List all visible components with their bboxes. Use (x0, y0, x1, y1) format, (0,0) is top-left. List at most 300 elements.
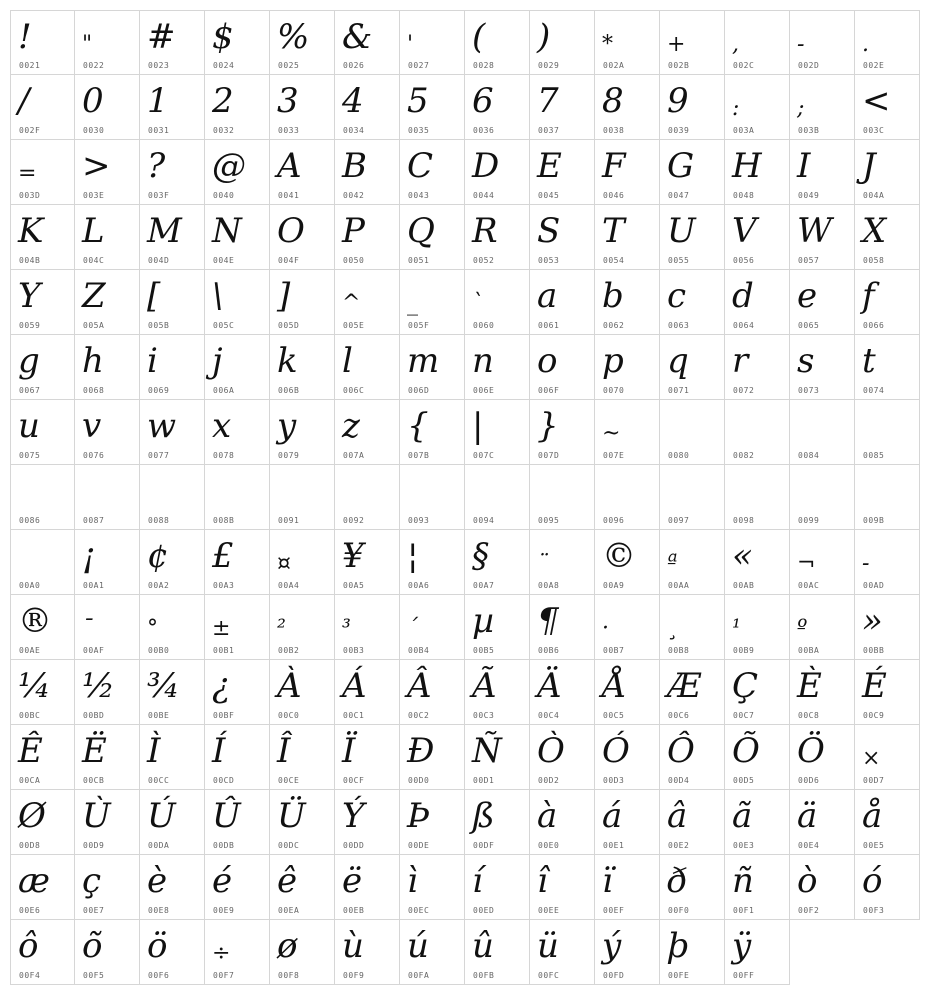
glyph-cell (270, 465, 335, 530)
glyph-cell (10, 660, 75, 725)
glyph-sample: ü (537, 926, 559, 966)
glyph-sample: @ (212, 146, 246, 186)
glyph-cell (75, 140, 140, 205)
glyph-code-label: 005A (83, 321, 105, 330)
glyph-cell (530, 270, 595, 335)
glyph-sample: à (537, 796, 558, 836)
glyph-sample: Û (212, 796, 241, 836)
glyph-cell (75, 660, 140, 725)
glyph-cell (855, 10, 920, 75)
glyph-sample: £ (212, 536, 234, 576)
glyph-sample: ¡ (82, 536, 96, 576)
glyph-code-label: 00F1 (733, 906, 755, 915)
glyph-sample: ¬ (797, 551, 816, 576)
glyph-code-label: 0022 (83, 61, 105, 70)
glyph-code-label: 00C8 (798, 711, 820, 720)
glyph-cell (465, 400, 530, 465)
glyph-sample: æ (18, 861, 50, 901)
glyph-cell (400, 855, 465, 920)
glyph-cell (270, 205, 335, 270)
glyph-cell (205, 400, 270, 465)
glyph-code-label: 00F9 (343, 971, 365, 980)
glyph-cell (10, 10, 75, 75)
glyph-cell (205, 855, 270, 920)
glyph-sample: \ (212, 276, 224, 316)
glyph-cell (725, 75, 790, 140)
glyph-cell (660, 205, 725, 270)
glyph-sample: / (18, 81, 30, 121)
glyph-code-label: 00AC (798, 581, 820, 590)
glyph-sample: Ï (342, 731, 356, 771)
glyph-code-label: 00A8 (538, 581, 560, 590)
glyph-cell (725, 140, 790, 205)
glyph-sample: 5 (407, 81, 429, 121)
glyph-sample: û (472, 926, 494, 966)
glyph-sample: 8 (602, 81, 624, 121)
glyph-code-label: 00DA (148, 841, 170, 850)
glyph-cell (75, 725, 140, 790)
glyph-cell (270, 75, 335, 140)
glyph-cell (790, 400, 855, 465)
glyph-sample: Ë (82, 731, 107, 771)
glyph-code-label: 00FE (668, 971, 690, 980)
glyph-cell (335, 920, 400, 985)
glyph-code-label: 00E9 (213, 906, 235, 915)
glyph-code-label: 00EC (408, 906, 430, 915)
glyph-cell (400, 530, 465, 595)
glyph-code-label: 0060 (473, 321, 495, 330)
glyph-sample: - (797, 32, 805, 57)
glyph-code-label: 0065 (798, 321, 820, 330)
glyph-sample: ÿ (732, 926, 752, 966)
glyph-code-label: 00FB (473, 971, 495, 980)
glyph-code-label: 0087 (83, 516, 105, 525)
glyph-cell (725, 855, 790, 920)
glyph-cell (465, 530, 530, 595)
glyph-cell (205, 140, 270, 205)
glyph-code-label: 00DC (278, 841, 300, 850)
glyph-sample: = (18, 161, 37, 186)
glyph-cell (10, 335, 75, 400)
glyph-code-label: 0086 (19, 516, 41, 525)
glyph-cell (335, 790, 400, 855)
glyph-cell (790, 335, 855, 400)
glyph-cell (725, 205, 790, 270)
glyph-sample: i (147, 341, 158, 381)
glyph-sample: î (537, 861, 548, 901)
glyph-code-label: 0026 (343, 61, 365, 70)
glyph-cell (335, 855, 400, 920)
glyph-code-label: 00D8 (19, 841, 41, 850)
glyph-code-label: 00BE (148, 711, 170, 720)
glyph-cell (335, 530, 400, 595)
glyph-code-label: 00A1 (83, 581, 105, 590)
glyph-code-label: 00AA (668, 581, 690, 590)
glyph-code-label: 00D2 (538, 776, 560, 785)
glyph-cell (660, 400, 725, 465)
glyph-cell (75, 530, 140, 595)
glyph-code-label: 0099 (798, 516, 820, 525)
glyph-cell (660, 75, 725, 140)
glyph-sample: ' (407, 32, 414, 57)
glyph-code-label: 00A5 (343, 581, 365, 590)
glyph-cell (595, 75, 660, 140)
glyph-code-label: 00D0 (408, 776, 430, 785)
glyph-code-label: 00A4 (278, 581, 300, 590)
glyph-sample: ä (797, 796, 818, 836)
glyph-cell (10, 270, 75, 335)
glyph-code-label: 00DE (408, 841, 430, 850)
glyph-code-label: 0068 (83, 386, 105, 395)
glyph-cell (465, 140, 530, 205)
glyph-code-label: 0045 (538, 191, 560, 200)
glyph-code-label: 0037 (538, 126, 560, 135)
glyph-code-label: 004D (148, 256, 170, 265)
glyph-code-label: 00CC (148, 776, 170, 785)
glyph-code-label: 0024 (213, 61, 235, 70)
glyph-cell (140, 335, 205, 400)
glyph-code-label: 007C (473, 451, 495, 460)
glyph-cell (855, 595, 920, 660)
glyph-code-label: 00E2 (668, 841, 690, 850)
glyph-sample: u (18, 406, 40, 446)
glyph-sample: : (732, 96, 740, 121)
glyph-sample: U (667, 211, 696, 251)
glyph-sample: ¥ (342, 536, 364, 576)
glyph-code-label: 00AD (863, 581, 885, 590)
glyph-cell (465, 75, 530, 140)
glyph-cell (530, 335, 595, 400)
glyph-sample: L (82, 211, 105, 251)
glyph-cell (725, 595, 790, 660)
glyph-sample: a (537, 276, 558, 316)
glyph-code-label: 00CB (83, 776, 105, 785)
glyph-sample: ( (472, 17, 486, 57)
glyph-sample: å (862, 796, 883, 836)
glyph-cell (595, 595, 660, 660)
glyph-code-label: 00A2 (148, 581, 170, 590)
glyph-code-label: 0049 (798, 191, 820, 200)
glyph-sample: G (667, 146, 695, 186)
glyph-cell (595, 465, 660, 530)
glyph-cell (75, 335, 140, 400)
glyph-code-label: 00A7 (473, 581, 495, 590)
glyph-code-label: 0021 (19, 61, 41, 70)
glyph-code-label: 006C (343, 386, 365, 395)
glyph-sample: ½ (82, 666, 115, 706)
glyph-cell (790, 855, 855, 920)
glyph-sample: z (342, 406, 360, 446)
glyph-sample: í (472, 861, 483, 901)
glyph-code-label: 0071 (668, 386, 690, 395)
glyph-cell (335, 400, 400, 465)
glyph-sample: Ñ (472, 731, 502, 771)
glyph-code-label: 006A (213, 386, 235, 395)
glyph-sample: Á (342, 666, 367, 706)
glyph-cell (530, 530, 595, 595)
glyph-code-label: 003E (83, 191, 105, 200)
glyph-sample: ð (667, 861, 688, 901)
glyph-sample: Î (277, 731, 291, 771)
glyph-code-label: 002C (733, 61, 755, 70)
glyph-cell (855, 465, 920, 530)
glyph-code-label: 00D9 (83, 841, 105, 850)
glyph-sample: ² (277, 616, 286, 641)
glyph-code-label: 00A9 (603, 581, 625, 590)
glyph-sample: k (277, 341, 298, 381)
glyph-code-label: 003A (733, 126, 755, 135)
glyph-code-label: 00B5 (473, 646, 495, 655)
glyph-sample: À (277, 666, 302, 706)
glyph-code-label: 006E (473, 386, 495, 395)
glyph-code-label: 0055 (668, 256, 690, 265)
glyph-cell (790, 75, 855, 140)
glyph-cell (400, 790, 465, 855)
glyph-cell (530, 465, 595, 530)
glyph-sample: É (862, 666, 887, 706)
glyph-sample: ¹ (732, 616, 741, 641)
glyph-code-label: 00E0 (538, 841, 560, 850)
glyph-cell (530, 595, 595, 660)
glyph-code-label: 0046 (603, 191, 625, 200)
glyph-cell (10, 790, 75, 855)
glyph-sample: O (277, 211, 305, 251)
glyph-cell (790, 465, 855, 530)
glyph-cell (10, 400, 75, 465)
glyph-sample: ] (277, 276, 291, 316)
glyph-sample: Ã (472, 666, 497, 706)
glyph-sample: ¾ (147, 666, 180, 706)
glyph-sample: Ù (82, 796, 111, 836)
glyph-code-label: 0035 (408, 126, 430, 135)
glyph-cell (205, 270, 270, 335)
glyph-code-label: 00EB (343, 906, 365, 915)
glyph-code-label: 00C0 (278, 711, 300, 720)
glyph-code-label: 007D (538, 451, 560, 460)
glyph-code-label: 0093 (408, 516, 430, 525)
glyph-code-label: 0042 (343, 191, 365, 200)
glyph-sample: ; (797, 96, 805, 121)
glyph-sample: 3 (277, 81, 299, 121)
glyph-sample: + (667, 32, 686, 57)
glyph-cell (660, 725, 725, 790)
glyph-sample: Ò (537, 731, 565, 771)
glyph-cell (465, 335, 530, 400)
glyph-code-label: 00B1 (213, 646, 235, 655)
glyph-cell (465, 205, 530, 270)
glyph-sample: ñ (732, 861, 754, 901)
glyph-code-label: 00BB (863, 646, 885, 655)
glyph-sample: ¿ (212, 666, 231, 706)
glyph-code-label: 00C4 (538, 711, 560, 720)
glyph-sample: F (602, 146, 626, 186)
glyph-cell (400, 465, 465, 530)
glyph-sample: § (472, 536, 489, 576)
glyph-cell (660, 660, 725, 725)
glyph-cell (270, 270, 335, 335)
glyph-cell (400, 205, 465, 270)
glyph-code-label: 00C7 (733, 711, 755, 720)
glyph-code-label: 0030 (83, 126, 105, 135)
glyph-code-label: 00BD (83, 711, 105, 720)
glyph-sample: # (147, 17, 176, 57)
glyph-sample: n (472, 341, 494, 381)
glyph-sample: 2 (212, 81, 234, 121)
glyph-sample: µ (472, 601, 495, 641)
glyph-sample: 4 (342, 81, 364, 121)
glyph-sample: R (472, 211, 498, 251)
glyph-sample: º (797, 616, 808, 641)
glyph-cell (855, 530, 920, 595)
glyph-cell (140, 75, 205, 140)
glyph-cell (400, 270, 465, 335)
glyph-code-label: 0091 (278, 516, 300, 525)
glyph-cell (400, 725, 465, 790)
glyph-code-label: 002F (19, 126, 41, 135)
glyph-sample: E (537, 146, 562, 186)
glyph-code-label: 00B9 (733, 646, 755, 655)
glyph-cell (595, 140, 660, 205)
glyph-code-label: 00E1 (603, 841, 625, 850)
glyph-cell (75, 855, 140, 920)
glyph-code-label: 00B3 (343, 646, 365, 655)
glyph-code-label: 007B (408, 451, 430, 460)
glyph-cell (725, 725, 790, 790)
glyph-sample: Í (212, 731, 226, 771)
glyph-code-label: 00E8 (148, 906, 170, 915)
glyph-sample: < (862, 81, 891, 121)
glyph-sample: ´ (407, 616, 418, 641)
glyph-code-label: 00DF (473, 841, 495, 850)
glyph-code-label: 00D4 (668, 776, 690, 785)
glyph-cell (660, 335, 725, 400)
glyph-cell (595, 530, 660, 595)
glyph-code-label: 002D (798, 61, 820, 70)
glyph-code-label: 004F (278, 256, 300, 265)
glyph-code-label: 0048 (733, 191, 755, 200)
glyph-cell (140, 725, 205, 790)
glyph-sample: b (602, 276, 624, 316)
glyph-cell (205, 725, 270, 790)
glyph-code-label: 007E (603, 451, 625, 460)
glyph-sample: q (667, 341, 689, 381)
glyph-cell (400, 335, 465, 400)
glyph-cell (465, 465, 530, 530)
glyph-sample: ø (277, 926, 298, 966)
glyph-sample: % (277, 17, 310, 57)
glyph-cell (10, 855, 75, 920)
glyph-sample: ï (602, 861, 613, 901)
glyph-code-label: 00D6 (798, 776, 820, 785)
glyph-code-label: 00ED (473, 906, 495, 915)
glyph-cell (660, 140, 725, 205)
glyph-sample: Ü (277, 796, 306, 836)
glyph-code-label: 0076 (83, 451, 105, 460)
glyph-sample: ¦ (407, 536, 419, 576)
glyph-sample: I (797, 146, 811, 186)
glyph-code-label: 0066 (863, 321, 885, 330)
glyph-sample: j (212, 341, 223, 381)
glyph-code-label: 0085 (863, 451, 885, 460)
glyph-cell (530, 790, 595, 855)
glyph-sample: [ (147, 276, 161, 316)
glyph-sample: Õ (732, 731, 760, 771)
glyph-cell (75, 205, 140, 270)
glyph-cell (140, 595, 205, 660)
glyph-sample: & (342, 17, 373, 57)
glyph-sample: ç (82, 861, 102, 901)
glyph-code-label: 005D (278, 321, 300, 330)
glyph-cell (595, 10, 660, 75)
glyph-code-label: 00F4 (19, 971, 41, 980)
glyph-cell (335, 10, 400, 75)
glyph-sample: 6 (472, 81, 494, 121)
glyph-sample: Ä (537, 666, 562, 706)
glyph-code-label: 00EF (603, 906, 625, 915)
glyph-cell (465, 595, 530, 660)
glyph-sample: Þ (407, 796, 430, 836)
glyph-code-label: 002A (603, 61, 625, 70)
glyph-sample: ! (18, 17, 32, 57)
glyph-code-label: 00BF (213, 711, 235, 720)
glyph-code-label: 0025 (278, 61, 300, 70)
glyph-code-label: 004E (213, 256, 235, 265)
glyph-cell (530, 725, 595, 790)
glyph-sample: ¨ (537, 551, 548, 576)
glyph-cell (530, 660, 595, 725)
glyph-cell (725, 660, 790, 725)
glyph-sample: ^ (342, 291, 361, 316)
glyph-cell (205, 75, 270, 140)
glyph-cell (725, 270, 790, 335)
glyph-sample: 1 (147, 81, 169, 121)
glyph-cell (10, 725, 75, 790)
glyph-code-label: 0040 (213, 191, 235, 200)
glyph-sample: È (797, 666, 822, 706)
glyph-cell (530, 75, 595, 140)
glyph-sample: p (602, 341, 624, 381)
glyph-code-label: 007A (343, 451, 365, 460)
glyph-sample: B (342, 146, 367, 186)
glyph-sample: H (732, 146, 762, 186)
glyph-code-label: 0097 (668, 516, 690, 525)
glyph-cell (595, 400, 660, 465)
glyph-cell (595, 335, 660, 400)
glyph-cell (790, 790, 855, 855)
glyph-code-label: 00F8 (278, 971, 300, 980)
glyph-code-label: 0067 (19, 386, 41, 395)
glyph-sample: . (862, 32, 869, 57)
glyph-code-label: 00A6 (408, 581, 430, 590)
glyph-cell (400, 140, 465, 205)
glyph-code-label: 0058 (863, 256, 885, 265)
glyph-sample: V (732, 211, 757, 251)
glyph-sample: ± (212, 616, 231, 641)
glyph-code-label: 00DD (343, 841, 365, 850)
glyph-cell (465, 10, 530, 75)
glyph-cell (790, 205, 855, 270)
glyph-sample: ¶ (537, 601, 559, 641)
glyph-sample: ô (18, 926, 39, 966)
glyph-code-label: 0074 (863, 386, 885, 395)
glyph-code-label: 00AB (733, 581, 755, 590)
glyph-cell (10, 140, 75, 205)
glyph-sample: M (147, 211, 182, 251)
glyph-cell (270, 790, 335, 855)
glyph-cell (855, 725, 920, 790)
glyph-cell (790, 530, 855, 595)
glyph-code-label: 00D1 (473, 776, 495, 785)
